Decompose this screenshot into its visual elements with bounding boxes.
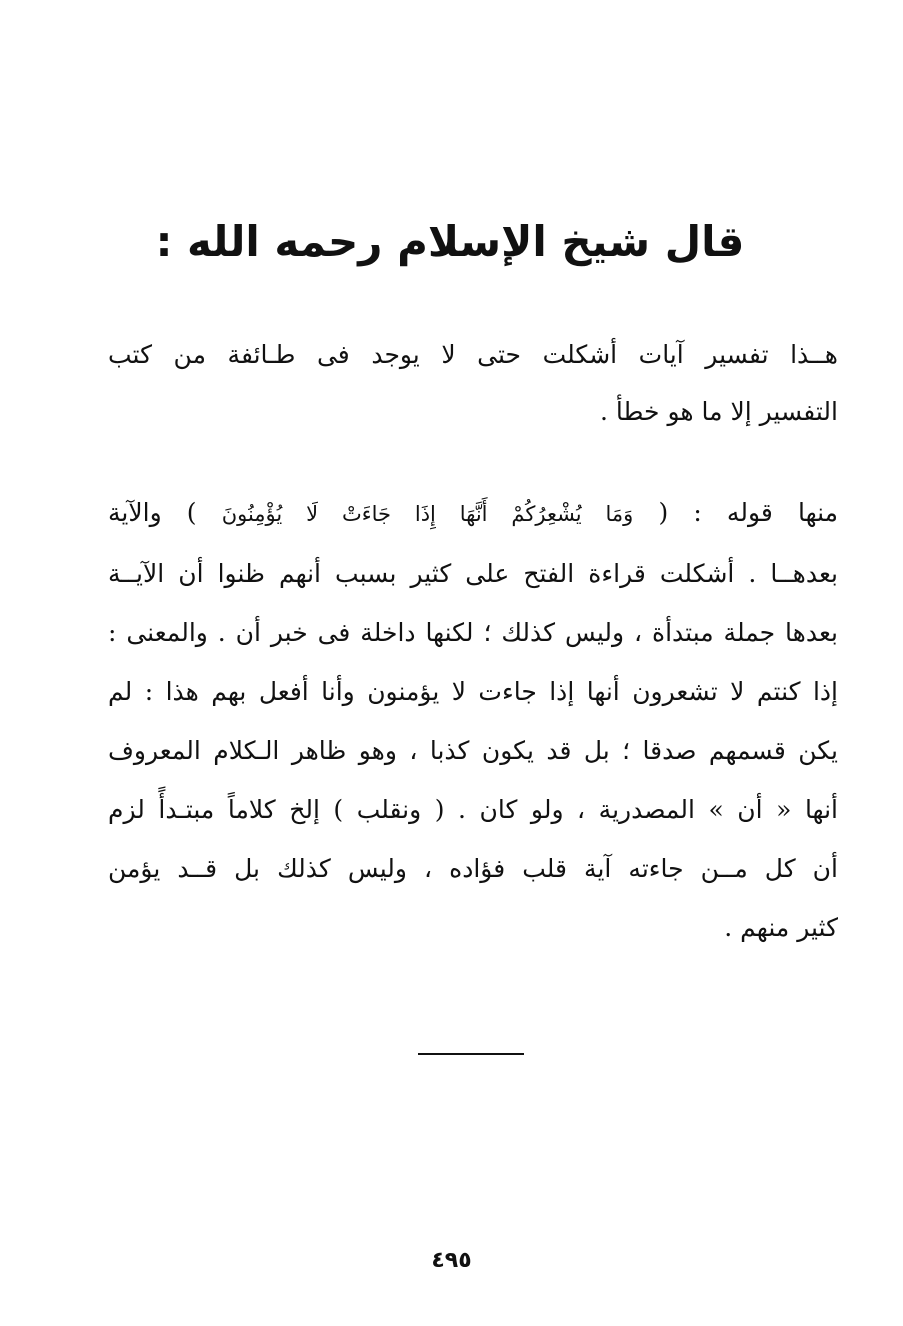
page-title: قال شيخ الإسلام رحمه الله :: [155, 217, 745, 266]
text-line: بعدها جملة مبتدأة ، وليس كذلك ؛ لكنها داخلة فى خبر أن . والمعنى :: [108, 618, 838, 647]
text-line: كثير منهم .: [724, 913, 838, 942]
text-line: إذا كنتم لا تشعرون أنها إذا جاءت لا يؤمنون وأنا أفعل بهم هذا : لم: [108, 677, 838, 706]
text-segment: ) والآية: [108, 498, 197, 527]
quran-verse: وَمَا يُشْعِرُكُمْ أَنَّهَا إِذَا جَاءَتْ لَا يُؤْمِنُونَ: [221, 502, 634, 526]
text-line: يكن قسمهم صدقا ؛ بل قد يكون كذبا ، وهو ظاهر الـكلام المعروف: [108, 736, 838, 765]
text-segment: منها قوله : (: [658, 498, 838, 527]
text-line: التفسير إلا ما هو خطأ .: [600, 397, 838, 426]
text-line: أن كل مــن جاءته آية قلب فؤاده ، وليس كذلك بل قــد يؤمن: [108, 854, 838, 883]
passage-paragraph: [108, 483, 838, 957]
text-line: [108, 483, 838, 544]
intro-paragraph: [108, 326, 838, 440]
text-line: هــذا تفسير آيات أشكلت حتى لا يوجد فى طـائفة من كتب: [108, 340, 838, 369]
text-line: بعدهــا . أشكلت قراءة الفتح على كثير بسبب أنهم ظنوا أن الآيــة: [108, 559, 838, 588]
page-number: ٤٩٥: [431, 1248, 472, 1273]
text-line: أنها « أن » المصدرية ، ولو كان . ( ونقلب ) إلخ كلاماً مبتـدأً لزم: [108, 795, 838, 824]
section-divider: [418, 1053, 524, 1055]
